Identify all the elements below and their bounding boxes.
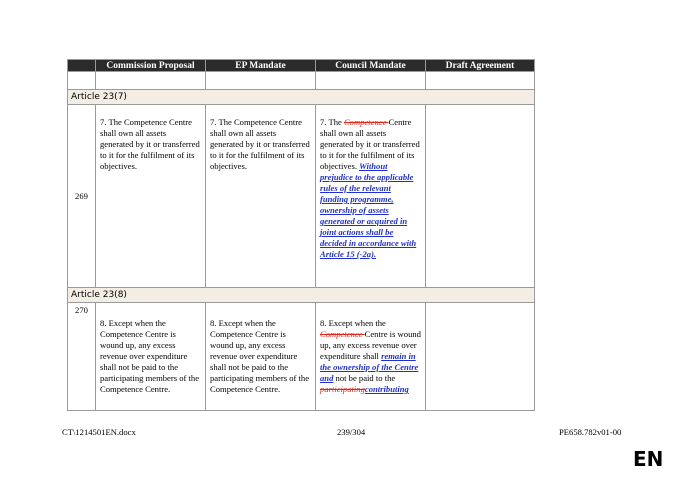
header-council-mandate: Council Mandate	[316, 60, 426, 72]
table-row	[68, 72, 535, 90]
deleted-text: Competence	[320, 329, 365, 339]
footer-reference: PE658.782v01-00	[559, 427, 622, 437]
table-cell	[96, 72, 206, 90]
article-heading-row	[68, 288, 535, 303]
row-number: 269	[68, 105, 96, 288]
inserted-text: Without prejudice to the applicable rules of the relevant funding programme, ownership of assets generated or acquired in joint actions shall be decided in accordance with Article 15 (-2a).	[320, 161, 417, 259]
text-segment: 8. Except when the	[320, 318, 386, 328]
table-cell	[68, 72, 96, 90]
deleted-text: participating	[320, 384, 365, 394]
footer-page-number: 239/304	[337, 427, 366, 437]
inserted-text: contributing	[364, 384, 409, 394]
comparison-table	[67, 59, 534, 411]
header-draft-agreement: Draft Agreement	[426, 60, 535, 72]
ep-mandate-text: 7. The Competence Centre shall own all assets generated by it or transferred to it for the fulfilment of its objectives.	[206, 105, 316, 288]
draft-agreement-text	[426, 303, 535, 411]
commission-proposal-text: 7. The Competence Centre shall own all assets generated by it or transferred to it for the fulfilment of its objectives.	[96, 105, 206, 288]
table-cell	[206, 72, 316, 90]
table-cell	[426, 72, 535, 90]
text-segment: Centre is wound up, any excess revenue over expenditure shall	[320, 329, 421, 361]
council-mandate-text	[316, 105, 426, 288]
text-segment: Centre shall own all assets generated by it or transferred to it for the fulfilment of its objectives.	[320, 117, 420, 171]
commission-proposal-text: 8. Except when the Competence Centre is wound up, any excess revenue over expenditure shall not be paid to the participating members of the Competence Centre.	[96, 303, 206, 411]
header-commission-proposal: Commission Proposal	[96, 60, 206, 72]
table-row	[68, 303, 535, 411]
deleted-text: Competence	[343, 117, 389, 127]
header-number	[68, 60, 96, 72]
footer-document-id: CT\1214501EN.docx	[62, 427, 136, 437]
article-heading-row	[68, 90, 535, 105]
language-label: EN	[633, 447, 664, 471]
inserted-text: remain in the ownership of the Centre and	[320, 351, 419, 383]
row-number: 270	[68, 303, 96, 411]
text-segment: not be paid to the	[333, 373, 396, 383]
ep-mandate-text: 8. Except when the Competence Centre is wound up, any excess revenue over expenditure shall not be paid to the participating members of the Competence Centre.	[206, 303, 316, 411]
article-heading: Article 23(7)	[68, 90, 535, 105]
table-row	[68, 105, 535, 288]
draft-agreement-text	[426, 105, 535, 288]
header-ep-mandate: EP Mandate	[206, 60, 316, 72]
article-heading: Article 23(8)	[68, 288, 535, 303]
table-cell	[316, 72, 426, 90]
text-segment: 7. The	[320, 117, 344, 127]
table-header-row	[68, 60, 535, 72]
council-mandate-text	[316, 303, 426, 411]
